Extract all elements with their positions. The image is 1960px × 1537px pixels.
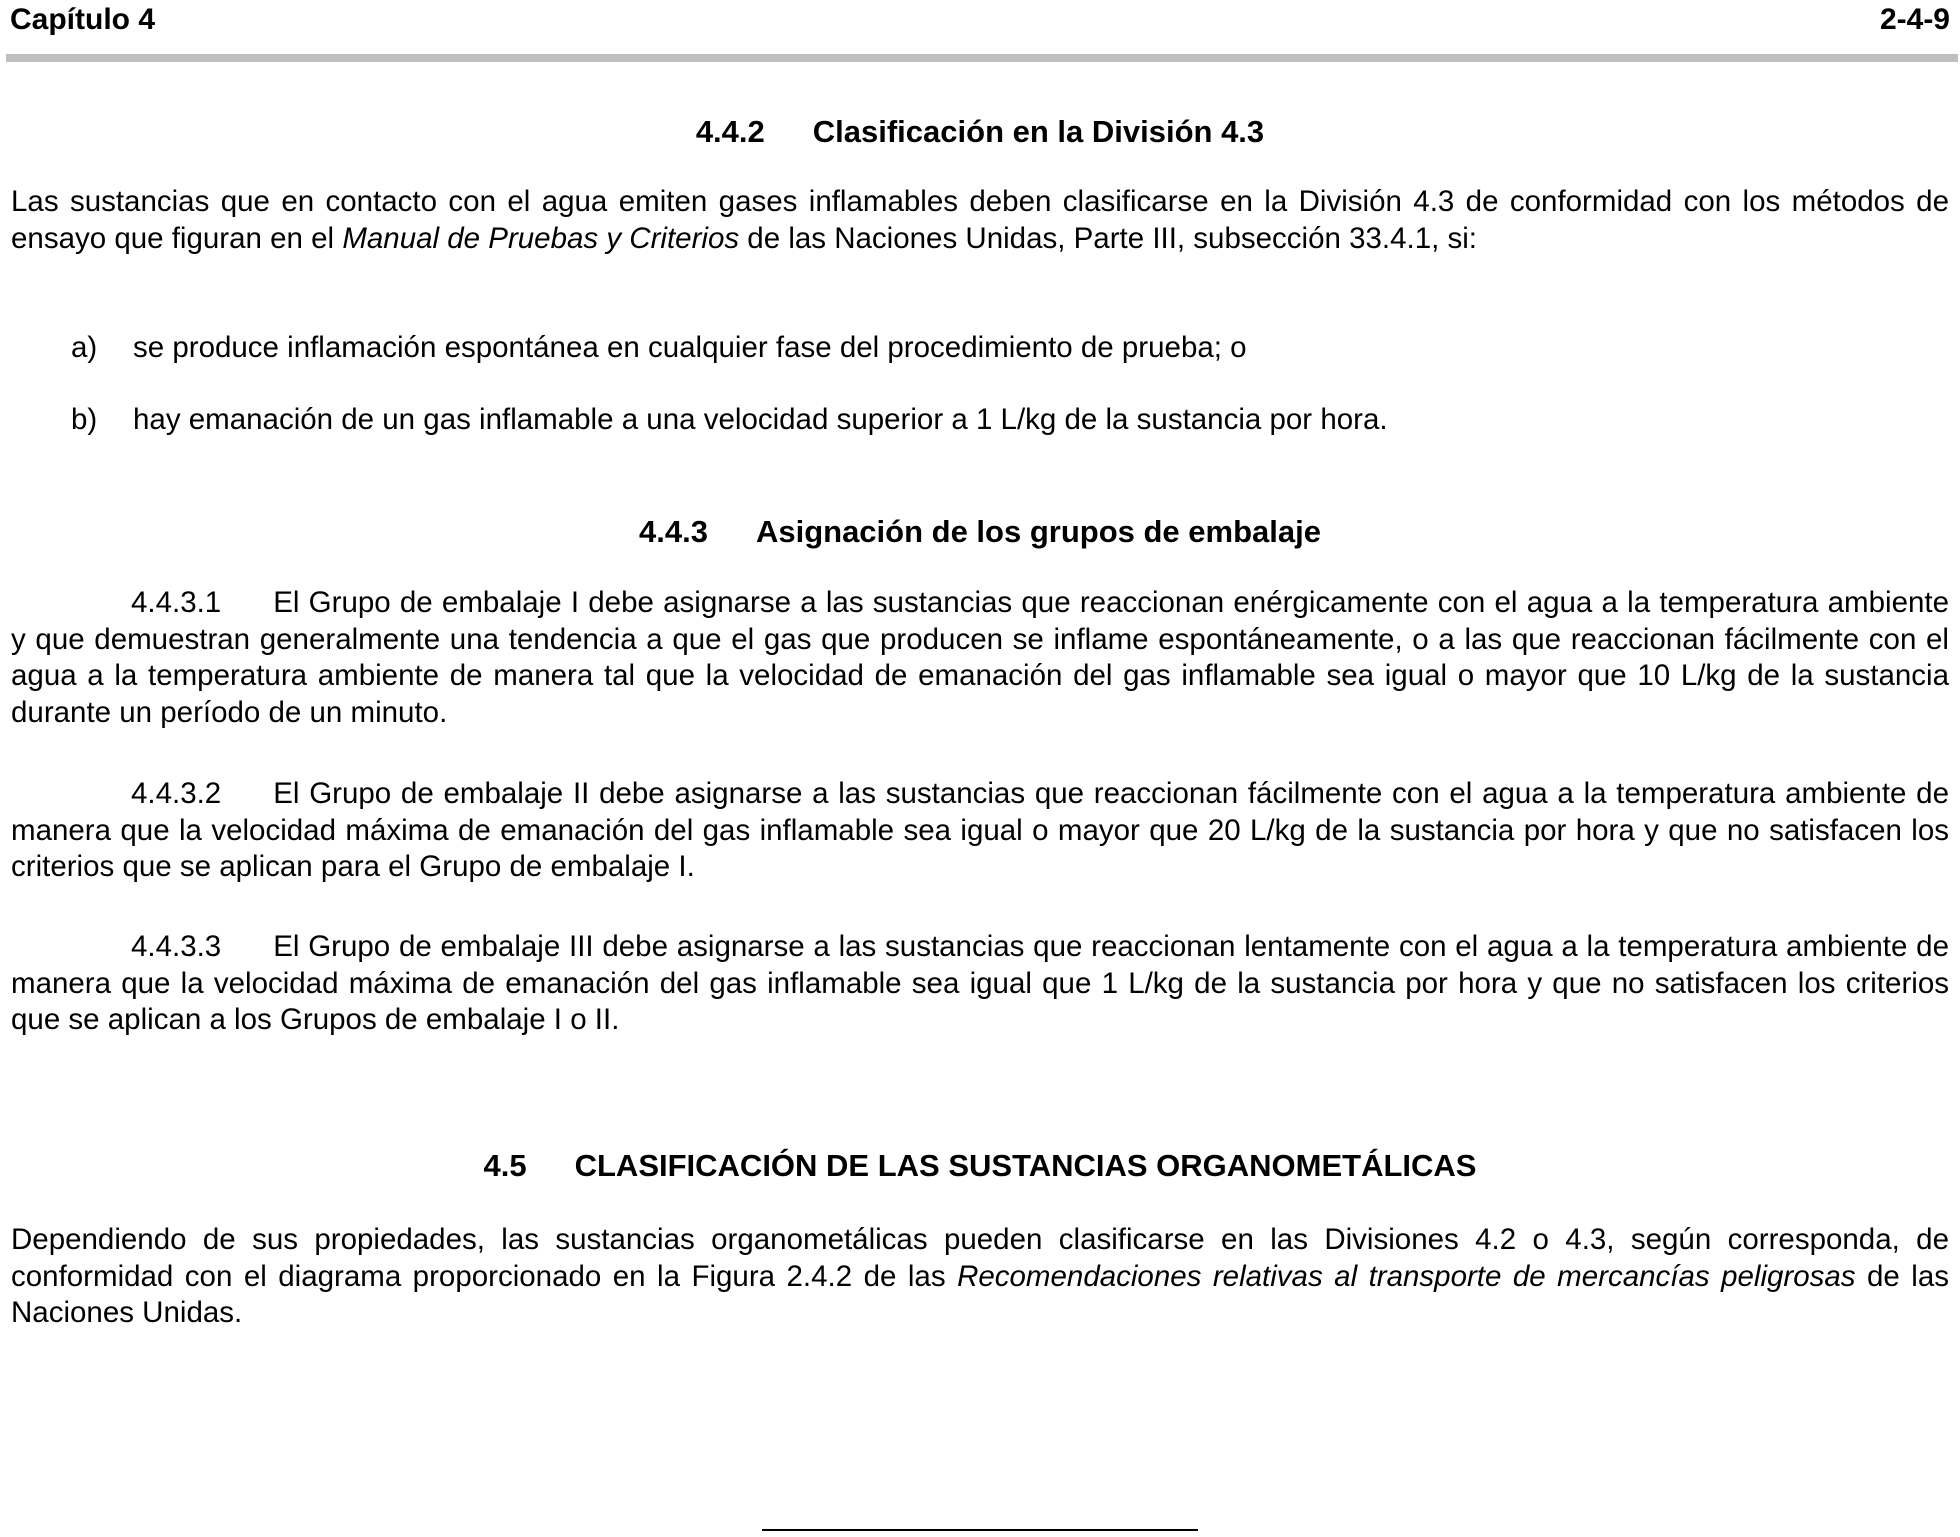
list-text: hay emanación de un gas inflamable a una velocidad superior a 1 L/kg de la sustancia por hora. [133, 403, 1388, 436]
list-item-b [71, 402, 1949, 439]
running-header [10, 0, 1950, 40]
paragraph-4-4-3-1 [11, 585, 1949, 731]
footnote-separator [762, 1529, 1198, 1531]
paragraph-4-4-3-2 [11, 776, 1949, 886]
paragraph-division-4-3-intro [11, 184, 1949, 257]
text-run: Las sustancias que en contacto con el agua emiten gases inflamables deben clasificarse en la División 4.3 de conformidad con los métodos de ensayo que figuran en el [11, 185, 1949, 255]
section-number: 4.4.3 [639, 514, 708, 549]
chapter-title: Capítulo 4 [10, 3, 156, 36]
section-number: 4.4.2 [695, 114, 765, 149]
paragraph-number: 4.4.3.3 [131, 930, 222, 963]
section-number: 4.5 [483, 1148, 527, 1183]
section-title: Asignación de los grupos de embalaje [755, 514, 1321, 549]
section-heading-4-5 [11, 1146, 1949, 1186]
paragraph-number: 4.4.3.2 [131, 777, 222, 810]
section-title: CLASIFICACIÓN DE LAS SUSTANCIAS ORGANOMETÁLICAS [574, 1148, 1477, 1183]
list-text: se produce inflamación espontánea en cualquier fase del procedimiento de prueba; o [133, 331, 1247, 364]
paragraph-organometallic [11, 1222, 1949, 1332]
paragraph-text: El Grupo de embalaje I debe asignarse a las sustancias que reaccionan enérgicamente con el agua a la temperatura ambiente y que demuestran generalmente una tendencia a que el gas que producen se inflame espontáneamente, o a las que reaccionan fácilmente con el agua a la temperatura ambiente de manera tal que la velocidad de emanación del gas inflamable sea igual o mayor que 10 L/kg de la sustancia durante un período de un minuto. [11, 586, 1949, 729]
document-title-italic: Manual de Pruebas y Criterios [342, 221, 740, 255]
text-run: de las Naciones Unidas, Parte III, subsección 33.4.1, si: [739, 221, 1477, 255]
page-number: 2-4-9 [1879, 3, 1950, 36]
section-heading-4-4-3 [11, 512, 1949, 552]
paragraph-text: El Grupo de embalaje II debe asignarse a las sustancias que reaccionan fácilmente con el agua a la temperatura ambiente de manera que la velocidad máxima de emanación del gas inflamable sea igual o mayor que 20 L/kg de la sustancia por hora y que no satisfacen los criterios que se aplican para el Grupo de embalaje I. [11, 777, 1949, 883]
list-item-a [71, 330, 1949, 367]
paragraph-number: 4.4.3.1 [131, 586, 222, 619]
list-label: b) [71, 403, 98, 436]
section-title: Clasificación en la División 4.3 [812, 114, 1265, 149]
paragraph-4-4-3-3 [11, 929, 1949, 1039]
section-heading-4-4-2 [11, 112, 1949, 152]
text-run: de las Naciones Unidas. [11, 1259, 1949, 1329]
document-title-italic: Recomendaciones relativas al transporte de mercancías peligrosas [957, 1259, 1856, 1293]
header-divider [6, 54, 1958, 62]
paragraph-text: El Grupo de embalaje III debe asignarse a las sustancias que reaccionan lentamente con el agua a la temperatura ambiente de manera que la velocidad máxima de emanación del gas inflamable sea igual que 1 L/kg de la sustancia por hora y que no satisfacen los criterios que se aplican a los Grupos de embalaje I o II. [11, 930, 1949, 1036]
list-label: a) [71, 331, 98, 364]
text-run: Dependiendo de sus propiedades, las sustancias organometálicas pueden clasificarse en las Divisiones 4.2 o 4.3, según corresponda, de conformidad con el diagrama proporcionado en la Figura 2.4.2 de las [11, 1223, 1949, 1293]
